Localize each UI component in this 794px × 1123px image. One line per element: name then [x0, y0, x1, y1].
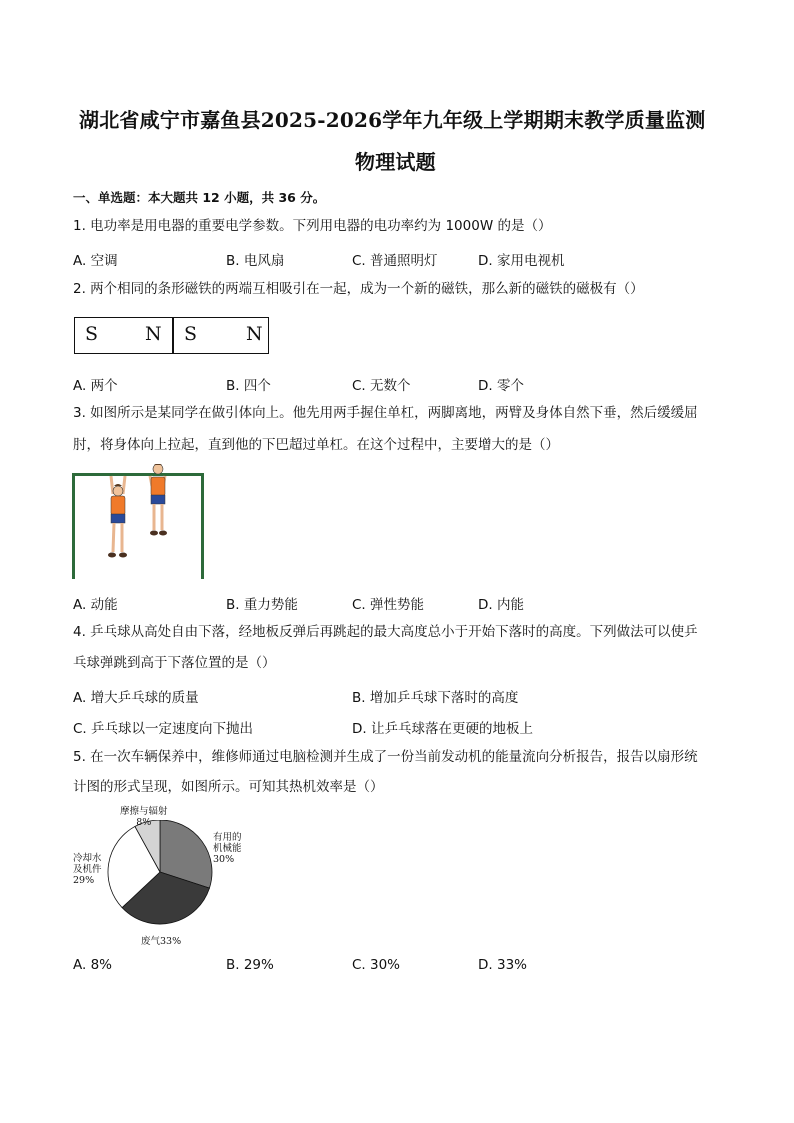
question-4-option-a[interactable]: A. 增大乒乓球的质量: [73, 690, 199, 706]
question-3-option-a[interactable]: A. 动能: [73, 597, 118, 613]
pie-label-useful-value: 30%: [213, 854, 235, 865]
section-heading: 一、单选题：本大题共 12 小题，共 36 分。: [73, 190, 326, 205]
magnet-pole-n-left: N: [145, 323, 162, 345]
page-title: 湖北省咸宁市嘉鱼县2025-2026学年九年级上学期期末教学质量监测: [79, 108, 706, 132]
pie-label-cooling: [73, 853, 102, 886]
question-4-option-b[interactable]: B. 增加乒乓球下落时的高度: [352, 690, 519, 706]
pie-label-friction-name: 摩擦与辐射: [120, 806, 168, 817]
question-5-option-d[interactable]: D. 33%: [478, 957, 527, 973]
question-5-option-b[interactable]: B. 29%: [226, 957, 274, 973]
question-2-option-c[interactable]: C. 无数个: [352, 378, 411, 394]
pie-label-useful: [213, 832, 242, 865]
question-3-option-d[interactable]: D. 内能: [478, 597, 524, 613]
question-1-option-b[interactable]: B. 电风扇: [226, 253, 285, 269]
question-5-stem-line-1: 5. 在一次车辆保养中，维修师通过电脑检测并生成了一份当前发动机的能量流向分析报告，报告以扇形统: [73, 749, 698, 765]
magnet-pole-s-right: S: [184, 323, 198, 345]
question-4-stem-line-2: 乓球弹跳到高于下落位置的是（）: [73, 655, 276, 671]
question-5-stem-line-2: 计图的形式呈现，如图所示。可知其热机效率是（）: [73, 779, 384, 795]
pull-up-illustration: [70, 464, 206, 582]
question-2-option-d[interactable]: D. 零个: [478, 378, 524, 394]
question-3-stem-line-1: 3. 如图所示是某同学在做引体向上。他先用两手握住单杠，两脚离地，两臂及身体自然下垂，然后缓缓屈: [73, 405, 698, 421]
question-1-option-c[interactable]: C. 普通照明灯: [352, 253, 438, 269]
pie-label-friction: [120, 806, 168, 828]
magnet-divider: [172, 318, 174, 353]
pie-label-exhaust: [141, 936, 181, 947]
magnet-pole-n-right: N: [246, 323, 263, 345]
pie-label-useful-name-2: 机械能: [213, 843, 242, 854]
question-5-option-c[interactable]: C. 30%: [352, 957, 401, 973]
question-2-option-b[interactable]: B. 四个: [226, 378, 271, 394]
pie-label-useful-name-1: 有用的: [213, 832, 242, 843]
energy-pie-chart: [100, 820, 220, 925]
question-4-option-d[interactable]: D. 让乒乓球落在更硬的地板上: [352, 721, 533, 737]
question-5-option-a[interactable]: A. 8%: [73, 957, 112, 973]
question-2-option-a[interactable]: A. 两个: [73, 378, 118, 394]
question-4-stem-line-1: 4. 乒乓球从高处自由下落，经地板反弹后再跳起的最大高度总小于开始下落时的高度。下列做法可以使乒: [73, 624, 698, 640]
page-subtitle: 物理试题: [355, 150, 436, 174]
question-3-stem-line-2: 肘，将身体向上拉起，直到他的下巴超过单杠。在这个过程中，主要增大的是（）: [73, 437, 559, 453]
question-3-option-b[interactable]: B. 重力势能: [226, 597, 298, 613]
magnet-pole-s-left: S: [85, 323, 99, 345]
question-4-option-c[interactable]: C. 乒乓球以一定速度向下抛出: [73, 721, 254, 737]
question-3-option-c[interactable]: C. 弹性势能: [352, 597, 425, 613]
question-1-stem: 1. 电功率是用电器的重要电学参数。下列用电器的电功率约为 1000W 的是（）: [73, 218, 552, 234]
question-1-option-a[interactable]: A. 空调: [73, 253, 118, 269]
pie-label-friction-value: 8%: [136, 817, 152, 828]
pie-label-exhaust-value: 废气33%: [141, 936, 182, 947]
bar-magnet-figure: [74, 317, 269, 354]
pie-label-cooling-name-2: 及机件: [73, 864, 102, 875]
question-2-stem: 2. 两个相同的条形磁铁的两端互相吸引在一起，成为一个新的磁铁，那么新的磁铁的磁极有（）: [73, 281, 644, 297]
question-1-option-d[interactable]: D. 家用电视机: [478, 253, 565, 269]
pie-label-cooling-name-1: 冷却水: [73, 853, 102, 864]
pie-label-cooling-value: 29%: [73, 875, 95, 886]
